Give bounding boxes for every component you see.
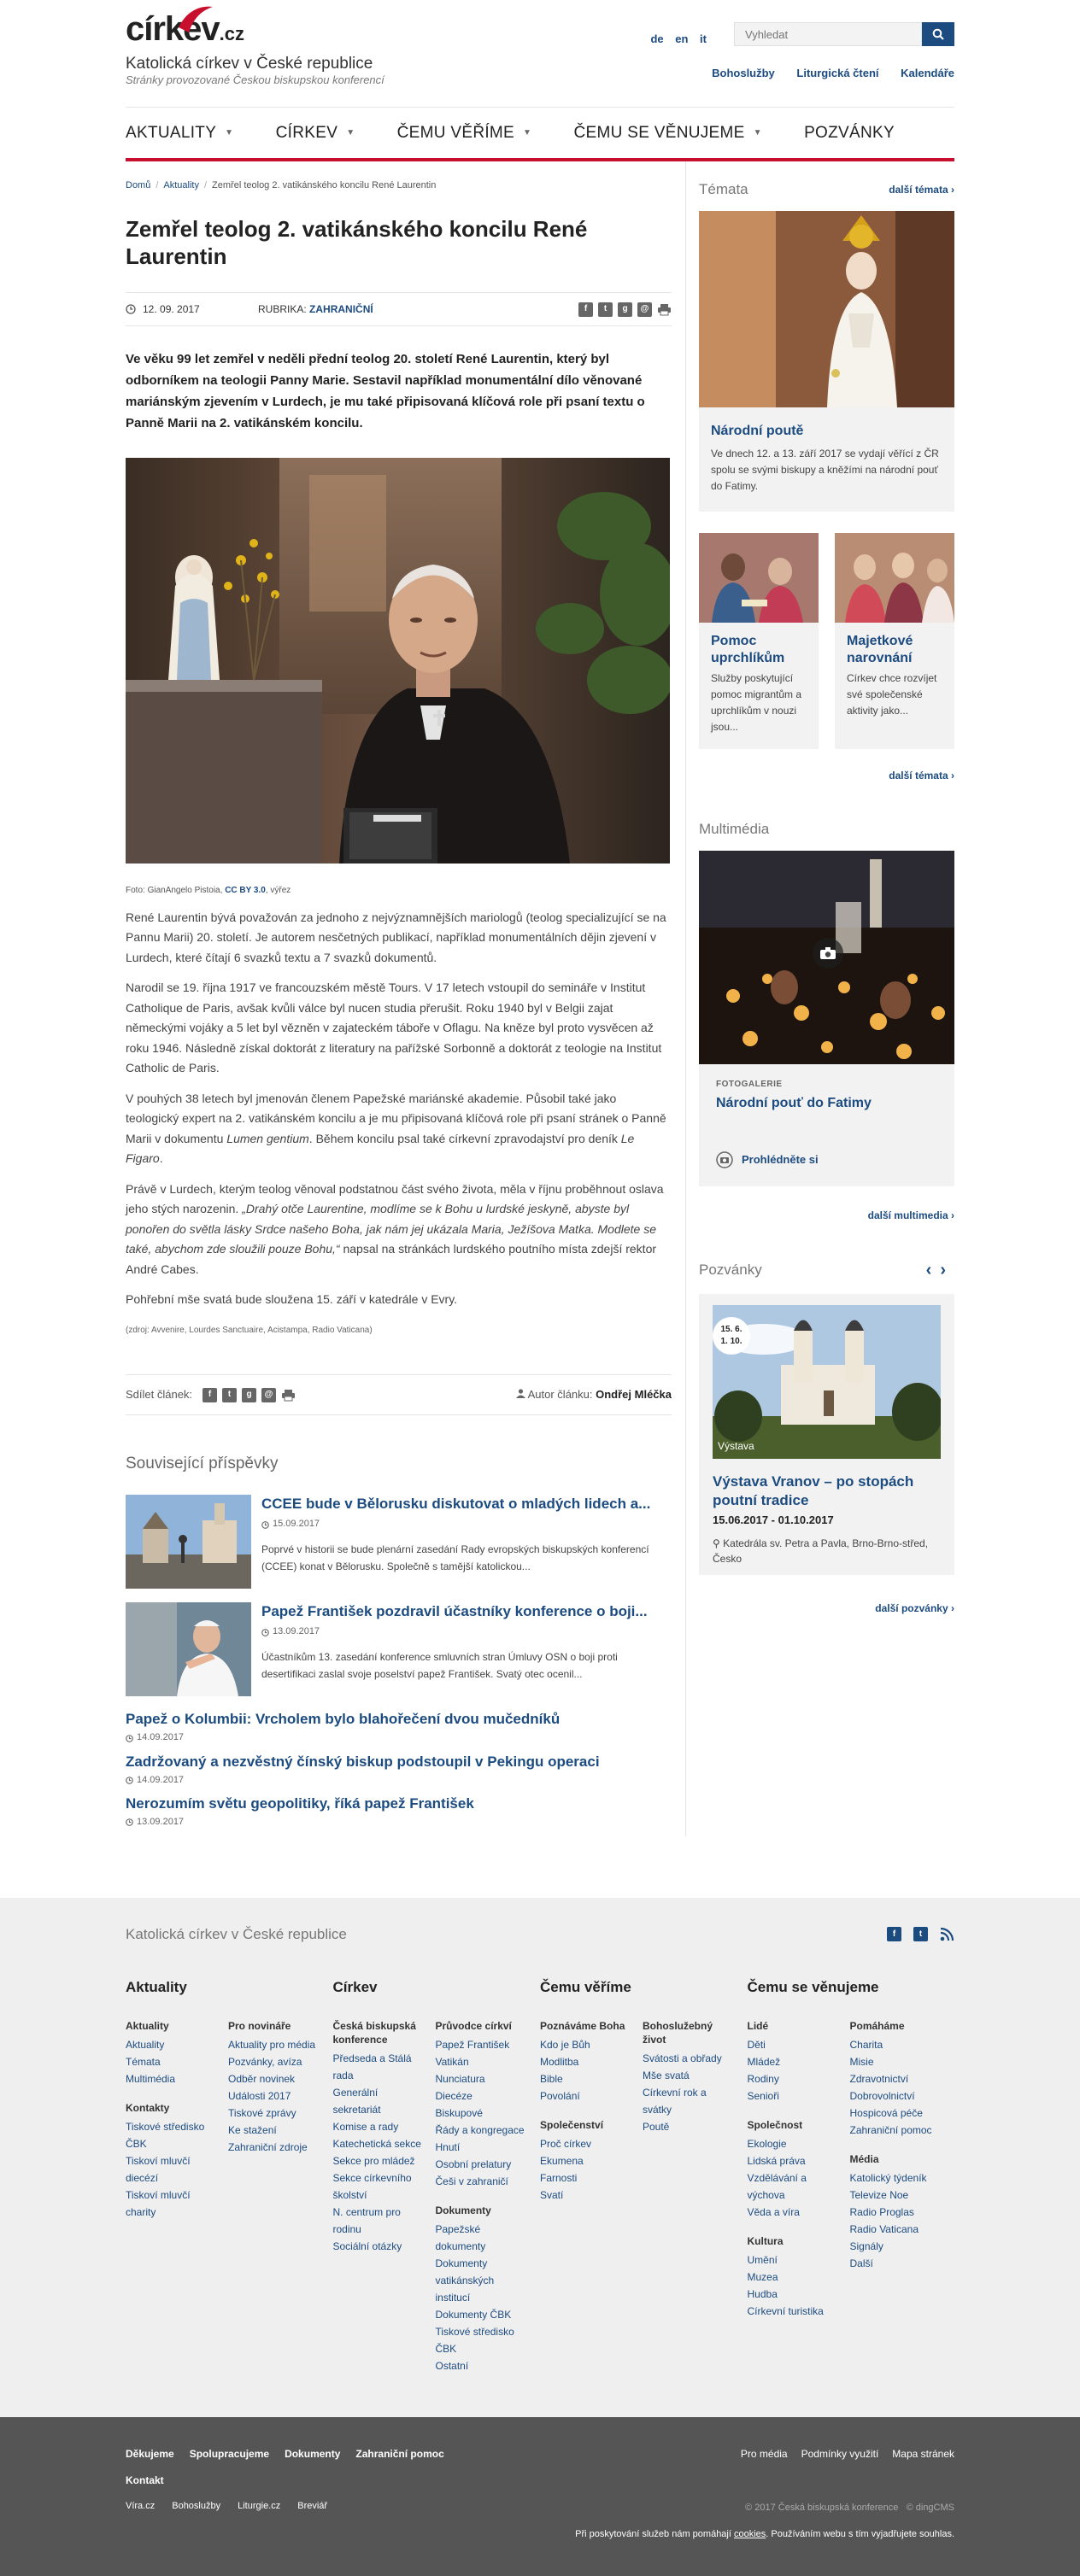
footer-link[interactable]: Ke stažení bbox=[228, 2124, 277, 2137]
footer-link[interactable]: Papežské dokumenty bbox=[435, 2223, 486, 2253]
multimedia-more-link[interactable]: další multimedia › bbox=[867, 1209, 954, 1221]
related-heading: Související příspěvky bbox=[126, 1455, 279, 1473]
top-links bbox=[693, 65, 954, 82]
footer-section-title[interactable]: Aktuality bbox=[126, 2020, 169, 2033]
footer-link[interactable]: Mládež bbox=[747, 2056, 781, 2069]
footer-link[interactable]: Dokumenty vatikánských institucí bbox=[435, 2257, 495, 2304]
footer-link[interactable]: Ekologie bbox=[747, 2138, 787, 2151]
event-dates: 15.06.2017 - 01.10.2017 bbox=[713, 1513, 834, 1527]
bottom-link[interactable]: Bohoslužby bbox=[172, 2500, 221, 2511]
body-paragraph: René Laurentin bývá považován za jednoho z nejvýznamnějších mariologů (teolog specializující se na Pannu Marii) 20. století. Je autorem nesčetných publikací, například monumentálních dějin zjevení v Lurdech, které čítají 6 svazků textu a 7 svazků dokumentů. bbox=[126, 910, 666, 964]
bottom-bar bbox=[0, 2417, 1080, 2575]
footer-subcolumn bbox=[643, 2019, 745, 2204]
footer-link[interactable]: Děti bbox=[747, 2039, 766, 2052]
search-button[interactable] bbox=[922, 22, 954, 46]
event-card[interactable] bbox=[699, 1294, 954, 1575]
related-excerpt: Poprvé v historii se bude plenární zasedání Rady evropských biskupských konferencí (CCEE) konat v Bělorusku. Společně s tamější katolickou... bbox=[261, 1543, 649, 1572]
clock-icon bbox=[126, 1818, 133, 1826]
body-paragraph: V pouhých 38 letech byl jmenován členem Papežské mariánské akademie. Působil také jako teologický expert na 2. vatikánském koncilu a je mu připisovaná klíčová role při psaní stránek o Panně Marii v dokumentu Lumen gentium. Během koncilu psal také církevní zpravodajství pro deník Le Figaro. bbox=[126, 1091, 666, 1166]
footer-columns bbox=[126, 1976, 954, 2374]
footer-link[interactable]: Odběr novinek bbox=[228, 2073, 296, 2086]
chevron-right-icon: › bbox=[951, 770, 954, 782]
bottom-link[interactable]: Liturgie.cz bbox=[238, 2500, 281, 2511]
footer-link[interactable]: Tiskoví mluvčí diecézí bbox=[126, 2155, 191, 2185]
footer-social bbox=[887, 1927, 954, 1941]
related-title[interactable]: CCEE bude v Bělorusku diskutovat o mladých lidech a... bbox=[261, 1496, 651, 1513]
footer-link[interactable]: Události 2017 bbox=[228, 2090, 291, 2103]
footer-group-title[interactable]: Čemu se věnujeme bbox=[747, 1978, 879, 1995]
topics-more-link[interactable]: další témata › bbox=[889, 183, 954, 196]
article-rubric: RUBRIKA: ZAHRANIČNÍ bbox=[258, 302, 373, 315]
logo-line2: Stránky provozované Českou biskupskou konferencí bbox=[126, 73, 384, 86]
topic-image bbox=[835, 533, 954, 623]
footer-link[interactable]: Věda a víra bbox=[747, 2206, 800, 2219]
footer-link[interactable]: Lidská práva bbox=[747, 2155, 806, 2168]
chevron-right-icon: › bbox=[951, 183, 954, 196]
photo-caption: Foto: GianAngelo Pistoia, CC BY 3.0, výřez bbox=[126, 886, 291, 896]
camera-circle-icon bbox=[716, 1151, 733, 1168]
footer-link[interactable]: Sociální otázky bbox=[332, 2240, 402, 2253]
footer-link[interactable]: Sekce pro mládež bbox=[332, 2155, 415, 2168]
facebook-icon[interactable]: f bbox=[887, 1927, 901, 1941]
event-title: Výstava Vranov – po stopách poutní tradice bbox=[713, 1473, 914, 1509]
multimedia-type: FOTOGALERIE bbox=[716, 1080, 783, 1090]
twitter-icon[interactable]: t bbox=[913, 1927, 928, 1941]
footer-link[interactable]: Radio Vaticana bbox=[849, 2223, 919, 2236]
footer-section-title[interactable]: Média bbox=[849, 2153, 879, 2166]
footer-link[interactable]: Komise a rady bbox=[332, 2121, 399, 2134]
facebook-icon[interactable]: f bbox=[578, 302, 593, 317]
footer-link[interactable]: Hudba bbox=[747, 2288, 778, 2301]
footer-section-title[interactable]: Průvodce církví bbox=[435, 2020, 512, 2033]
related-item bbox=[126, 1602, 672, 1696]
footer-section-title[interactable]: Kultura bbox=[747, 2235, 784, 2248]
footer-link[interactable]: Tiskové středisko ČBK bbox=[435, 2326, 514, 2356]
article-source: (zdroj: Avvenire, Lourdes Sanctuaire, Acistampa, Radio Vaticana) bbox=[126, 1325, 373, 1335]
footer-link[interactable]: Předseda a Stálá rada bbox=[332, 2052, 412, 2082]
map-pin-icon: ⚲ bbox=[713, 1537, 720, 1550]
footer-link[interactable]: Hospicová péče bbox=[849, 2107, 923, 2120]
breadcrumb-aktuality[interactable]: Aktuality bbox=[163, 180, 199, 190]
footer-link[interactable]: Katolický týdeník bbox=[849, 2172, 927, 2185]
bottom-link[interactable]: Pro média bbox=[740, 2448, 788, 2461]
clock-icon bbox=[261, 1521, 269, 1529]
event-tag: Výstava bbox=[718, 1439, 754, 1452]
article-date: 12. 09. 2017 bbox=[126, 302, 258, 318]
footer-link[interactable]: Hnutí bbox=[435, 2141, 461, 2154]
footer-link[interactable]: Senioři bbox=[747, 2090, 779, 2103]
topic-image bbox=[699, 533, 819, 623]
refugees-photo bbox=[699, 533, 819, 623]
footer-link[interactable]: Dokumenty ČBK bbox=[435, 2309, 512, 2321]
footer-link[interactable]: Katechetická sekce bbox=[332, 2138, 421, 2151]
related-title[interactable]: Zadržovaný a nezvěstný čínský biskup podstoupil v Pekingu operaci bbox=[126, 1753, 600, 1770]
footer-subcolumn bbox=[850, 2019, 953, 2320]
article-title: Zemřel teolog 2. vatikánského koncilu René Laurentin bbox=[126, 216, 588, 270]
footer-link[interactable]: Tiskové středisko ČBK bbox=[126, 2121, 205, 2151]
footer-link[interactable]: Ekumena bbox=[540, 2155, 584, 2168]
bottom-link[interactable]: Spolupracujeme bbox=[189, 2448, 270, 2461]
camera-icon[interactable] bbox=[813, 938, 843, 969]
footer-subcolumn bbox=[748, 2019, 850, 2320]
footer-link[interactable]: Aktuality pro média bbox=[228, 2039, 316, 2052]
footer-link[interactable]: Multimédia bbox=[126, 2073, 176, 2086]
related-date: 13.09.2017 bbox=[261, 1625, 672, 1639]
multimedia-image bbox=[699, 851, 954, 1064]
footer-link[interactable]: Generální sekretariát bbox=[332, 2087, 381, 2116]
footer-link[interactable]: Aktuality bbox=[126, 2039, 165, 2052]
footer-link[interactable]: Osobní prelatury bbox=[435, 2158, 512, 2171]
footer-link[interactable]: Poutě bbox=[643, 2121, 670, 2134]
breadcrumb-home[interactable]: Domů bbox=[126, 180, 151, 190]
chevron-right-icon: › bbox=[951, 1602, 954, 1615]
multimedia-heading: Multimédia bbox=[699, 820, 770, 837]
footer-group bbox=[333, 1976, 541, 2374]
footer-org: Katolická církev v České republice bbox=[126, 1925, 347, 1942]
bottom-link[interactable]: Dokumenty bbox=[285, 2448, 341, 2461]
email-icon[interactable]: @ bbox=[637, 302, 652, 317]
topic-image bbox=[699, 211, 954, 407]
footer-section-title[interactable]: Bohoslužebný život bbox=[643, 2020, 713, 2046]
invitations-more-link[interactable]: další pozvánky › bbox=[875, 1602, 954, 1615]
facebook-icon[interactable]: f bbox=[202, 1388, 217, 1402]
logo-mark bbox=[126, 12, 244, 51]
topics-more-bottom-link[interactable]: další témata › bbox=[889, 770, 954, 782]
print-icon[interactable] bbox=[281, 1388, 296, 1402]
copyright: © 2017 Česká biskupská konference © dingCMS bbox=[745, 2502, 954, 2513]
footer-link[interactable]: Církevní rok a svátky bbox=[643, 2087, 707, 2116]
footer-link[interactable]: N. centrum pro rodinu bbox=[332, 2206, 401, 2236]
related-title[interactable]: Papež o Kolumbii: Vrcholem bylo blahořečení dvou mučedníků bbox=[126, 1711, 561, 1728]
footer-link[interactable]: Charita bbox=[849, 2039, 883, 2052]
license-link[interactable]: CC BY 3.0 bbox=[225, 886, 266, 896]
lang-en[interactable]: en bbox=[675, 32, 689, 45]
topic-desc: Služby poskytující pomoc migrantům a uprchlíkům v nouzi jsou... bbox=[711, 672, 802, 734]
search-input[interactable] bbox=[734, 22, 922, 46]
footer-section-title[interactable]: Společnost bbox=[747, 2119, 803, 2132]
related-thumb[interactable] bbox=[126, 1602, 251, 1696]
footer-link[interactable]: Proč církev bbox=[540, 2138, 592, 2151]
article-perex: Ve věku 99 let zemřel v neděli přední teolog 20. století René Laurentin, který byl odborníkem na teologii Panny Marie. Sestavil například monumentální dílo věnované mariánským zjevením v Lurdech, je mu také připisovaná klíčová role při psaní textu o Panně Marii na 2. vatikánském koncilu. bbox=[126, 352, 645, 431]
chevron-down-icon: ▼ bbox=[523, 127, 532, 138]
bottom-link[interactable]: Breviář bbox=[297, 2500, 328, 2511]
body-paragraph: Narodil se 19. října 1917 ve francouzském městě Tours. V 17 letech vstoupil do semináře v Institut Catholique de Paris, avšak kvůli válce byl nucen studia přerušit. Roku 1940 byl v Belgii zajat německými vojáky a 5 let byl vězněn v zajateckém táboře v Oflagu. Na kněze byl proto vysvěcen až roku 1946. Následně získal doktorát z literatury na pařížské Sorbonně a doktorát z teologie na Institut Catholic de Paris. bbox=[126, 981, 662, 1075]
user-icon bbox=[516, 1389, 525, 1398]
footer-section-title[interactable]: Společenství bbox=[540, 2119, 604, 2132]
article-body bbox=[126, 908, 672, 1341]
related-date: 15.09.2017 bbox=[261, 1517, 672, 1531]
main-nav bbox=[126, 107, 954, 161]
town-square-photo bbox=[126, 1495, 251, 1589]
footer-subcolumn bbox=[228, 2019, 331, 2221]
camera-glyph bbox=[820, 947, 836, 959]
footer-link[interactable]: Radio Proglas bbox=[849, 2206, 914, 2219]
footer-header bbox=[126, 1923, 954, 1946]
topic-card-property[interactable] bbox=[835, 533, 954, 749]
event-date-badge: 15. 6. 1. 10. bbox=[713, 1317, 750, 1355]
next-arrow-icon[interactable]: › bbox=[940, 1261, 954, 1280]
prev-arrow-icon[interactable]: ‹ bbox=[925, 1261, 941, 1280]
event-image bbox=[713, 1305, 941, 1459]
lang-de[interactable]: de bbox=[650, 32, 664, 45]
footer-link[interactable]: Církevní turistika bbox=[747, 2305, 824, 2318]
bottom-link[interactable]: Kontakt bbox=[126, 2474, 164, 2486]
site-logo[interactable] bbox=[126, 12, 384, 87]
related-title[interactable]: Nerozumím světu geopolitiky, říká papež František bbox=[126, 1794, 474, 1812]
related-item bbox=[126, 1710, 672, 1745]
google-plus-icon[interactable]: g bbox=[242, 1388, 256, 1402]
footer-link[interactable]: Bible bbox=[540, 2073, 563, 2086]
clock-icon bbox=[261, 1629, 269, 1636]
footer-link[interactable]: Svatí bbox=[540, 2189, 564, 2202]
body-paragraph: Pohřební mše svatá bude sloužena 15. září v katedrále v Evry. bbox=[126, 1292, 458, 1307]
footer-link[interactable]: Zdravotnictví bbox=[849, 2073, 909, 2086]
footer-section-title[interactable]: Pomáháme bbox=[849, 2020, 905, 2033]
article-meta bbox=[126, 292, 672, 326]
topics-header bbox=[699, 179, 954, 201]
article-photo[interactable] bbox=[126, 458, 670, 864]
footer-group bbox=[748, 1976, 955, 2374]
article-footer bbox=[126, 1374, 672, 1415]
cookie-notice: Při poskytování služeb nám pomáhají cookies. Používáním webu s tím vyjadřujete souhlas. bbox=[575, 2528, 954, 2539]
footer-section-title[interactable]: Pro novináře bbox=[228, 2020, 291, 2033]
footer-link[interactable]: Zahraniční pomoc bbox=[849, 2124, 932, 2137]
related-date: 14.09.2017 bbox=[126, 1773, 672, 1788]
nav-item-cemu-verime[interactable]: ČEMU VĚŘÍME ▼ bbox=[396, 123, 532, 142]
footer-link[interactable]: Svátosti a obřady bbox=[643, 2052, 722, 2065]
footer-link[interactable]: Dobrovolnictví bbox=[849, 2090, 915, 2103]
footer-link[interactable]: Kdo je Bůh bbox=[540, 2039, 590, 2052]
footer-link[interactable]: Rodiny bbox=[747, 2073, 779, 2086]
footer-link[interactable]: Papež František bbox=[435, 2039, 510, 2052]
carousel-controls bbox=[926, 1257, 954, 1284]
footer-link[interactable]: Diecéze bbox=[435, 2090, 472, 2103]
related-item bbox=[126, 1794, 672, 1830]
clock-icon bbox=[126, 1777, 133, 1784]
group-photo bbox=[835, 533, 954, 623]
topics-heading: Témata bbox=[699, 181, 748, 197]
toplink-kalendare[interactable]: Kalendáře bbox=[901, 67, 954, 79]
share-label: Sdílet článek: bbox=[126, 1387, 193, 1401]
google-plus-icon[interactable]: g bbox=[618, 302, 632, 317]
footer-link[interactable]: Sekce církevního školství bbox=[332, 2172, 412, 2202]
sidebar bbox=[685, 161, 954, 1836]
invitations-header bbox=[699, 1257, 954, 1284]
nav-item-cirkev[interactable]: CÍRKEV ▼ bbox=[275, 123, 355, 142]
bottom-small-links bbox=[126, 2499, 344, 2542]
topic-cards-small bbox=[699, 533, 954, 749]
body-paragraph: Právě v Lurdech, kterým teolog věnoval podstatnou část svého života, měla v říjnu proběhnout oslava jeho stých narozenin. „Drahý otče Laurentine, modlíme se k Bohu u lurdské jeskyně, abyste byl ponořen do světla lásky Srdce našeho Boha, jak nám jej ukázala Maria, Ježíšova Matka. Modlete se také, abychom zde sloužili pouze Bohu,“ napsal na stránkách lurdského poutního místa zdejší rektor André Cabes. bbox=[126, 1181, 664, 1276]
footer-group-title[interactable]: Čemu věříme bbox=[540, 1978, 631, 1995]
toplink-bohosluzby[interactable]: Bohoslužby bbox=[712, 67, 775, 79]
topic-title: Národní poutě bbox=[711, 424, 804, 439]
related-thumb[interactable] bbox=[126, 1495, 251, 1589]
multimedia-title: Národní pouť do Fatimy bbox=[716, 1095, 872, 1110]
topic-card-main[interactable] bbox=[699, 211, 954, 512]
portrait-photo bbox=[126, 458, 670, 864]
footer-link[interactable]: Mše svatá bbox=[643, 2070, 690, 2082]
bottom-main-links bbox=[126, 2446, 460, 2488]
lang-it[interactable]: it bbox=[700, 32, 707, 45]
footer-subcolumn bbox=[333, 2019, 436, 2374]
email-icon[interactable]: @ bbox=[261, 1388, 276, 1402]
toplink-liturgicka-cteni[interactable]: Liturgická čtení bbox=[796, 67, 879, 79]
footer-link[interactable]: Řády a kongregace bbox=[435, 2124, 525, 2137]
logo-tld: .cz bbox=[219, 23, 245, 44]
topic-desc: Ve dnech 12. a 13. září 2017 se vydají věřící z ČR spolu se svými biskupy a kněžími na národní pouť do Fatimy. bbox=[711, 448, 939, 493]
topic-desc: Církev chce rozvíjet své společenské aktivity jako... bbox=[847, 672, 937, 717]
bottom-link[interactable]: Víra.cz bbox=[126, 2500, 156, 2511]
topic-card-refugees[interactable] bbox=[699, 533, 819, 749]
related-date: 13.09.2017 bbox=[126, 1815, 672, 1830]
site-header bbox=[126, 0, 954, 107]
fatima-statue-photo bbox=[699, 211, 954, 407]
rubric-link[interactable]: ZAHRANIČNÍ bbox=[309, 302, 373, 315]
bottom-link[interactable]: Mapa stránek bbox=[892, 2448, 954, 2461]
footer-link[interactable]: Umění bbox=[747, 2254, 778, 2267]
chevron-down-icon: ▼ bbox=[346, 127, 355, 138]
footer-section-title[interactable]: Česká biskupská konference bbox=[332, 2020, 416, 2046]
related-excerpt: Účastníkům 13. zasedání konference smluvních stran Úmluvy OSN o boji proti desertifikaci zaslal svoje poselství papež František. Svatý otec ocenil... bbox=[261, 1650, 618, 1680]
footer-link[interactable]: Témata bbox=[126, 2056, 161, 2069]
share-icons-top bbox=[578, 302, 672, 317]
logo-line1: Katolická církev v České republice bbox=[126, 55, 373, 73]
footer-link[interactable]: Vatikán bbox=[435, 2056, 469, 2069]
article-author: Autor článku: Ondřej Mléčka bbox=[516, 1386, 672, 1403]
footer-link[interactable]: Modlitba bbox=[540, 2056, 579, 2069]
search-form bbox=[734, 22, 954, 46]
topic-title: Majetkové narovnání bbox=[847, 634, 913, 666]
footer-group-title[interactable]: Aktuality bbox=[126, 1978, 187, 1995]
footer-link[interactable]: Misie bbox=[849, 2056, 874, 2069]
print-icon[interactable] bbox=[657, 302, 672, 317]
rss-icon[interactable] bbox=[940, 1927, 954, 1941]
footer-subcolumn bbox=[540, 2019, 643, 2204]
footer-subcolumn bbox=[436, 2019, 538, 2374]
footer-section-title[interactable]: Poznáváme Boha bbox=[540, 2020, 625, 2033]
breadcrumb: Domů / Aktuality / Zemřel teolog 2. vatikánského koncilu René Laurentin bbox=[126, 180, 437, 190]
multimedia-header bbox=[699, 818, 954, 840]
related-date: 14.09.2017 bbox=[126, 1730, 672, 1745]
bottom-right-links bbox=[727, 2446, 954, 2488]
clock-icon bbox=[126, 1735, 133, 1742]
topic-title: Pomoc uprchlíkům bbox=[711, 634, 785, 666]
event-place: ⚲ Katedrála sv. Petra a Pavla, Brno-Brno-střed, Česko bbox=[713, 1537, 929, 1566]
footer-link[interactable]: Zahraniční zdroje bbox=[228, 2141, 308, 2154]
chevron-right-icon: › bbox=[951, 1209, 954, 1221]
footer-link[interactable]: Nunciatura bbox=[435, 2073, 485, 2086]
nav-item-cemu-se-venujeme[interactable]: ČEMU SE VĚNUJEME ▼ bbox=[573, 123, 762, 142]
bottom-link[interactable]: Děkujeme bbox=[126, 2448, 174, 2461]
twitter-icon[interactable]: t bbox=[598, 302, 613, 317]
footer-link[interactable]: Biskupové bbox=[435, 2107, 483, 2120]
chevron-down-icon: ▼ bbox=[753, 127, 762, 138]
footer-link[interactable]: Televize Noe bbox=[849, 2189, 909, 2202]
footer-link[interactable]: Tiskoví mluvčí charity bbox=[126, 2189, 191, 2219]
footer-link[interactable]: Ostatní bbox=[435, 2360, 469, 2373]
nav-item-pozvanky[interactable]: POZVÁNKY bbox=[804, 123, 895, 142]
footer-link[interactable]: Češi v zahraničí bbox=[435, 2175, 508, 2188]
footer-link[interactable]: Další bbox=[849, 2257, 873, 2270]
footer-link[interactable]: Farnosti bbox=[540, 2172, 578, 2185]
footer-link[interactable]: Pozvánky, avíza bbox=[228, 2056, 302, 2069]
footer-link[interactable]: Tiskové zprávy bbox=[228, 2107, 296, 2120]
footer-group bbox=[126, 1976, 333, 2374]
footer-link[interactable]: Povolání bbox=[540, 2090, 580, 2103]
footer-section-title[interactable]: Lidé bbox=[747, 2020, 769, 2033]
bottom-link[interactable]: Podmínky využití bbox=[801, 2448, 879, 2461]
multimedia-view-link[interactable]: Prohlédněte si bbox=[699, 1117, 954, 1186]
clock-icon bbox=[126, 304, 136, 314]
nav-item-aktuality[interactable]: AKTUALITY ▼ bbox=[126, 123, 234, 142]
breadcrumb-current: Zemřel teolog 2. vatikánského koncilu René Laurentin bbox=[212, 180, 437, 190]
site-footer bbox=[0, 1898, 1080, 2418]
language-switcher bbox=[642, 31, 707, 48]
footer-subcolumn bbox=[126, 2019, 228, 2221]
twitter-icon[interactable]: t bbox=[222, 1388, 237, 1402]
footer-link[interactable]: Vzdělávání a výchova bbox=[747, 2172, 807, 2202]
pope-photo bbox=[126, 1602, 251, 1696]
bottom-link[interactable]: Zahraniční pomoc bbox=[355, 2448, 444, 2461]
logo-word: církev bbox=[126, 10, 220, 48]
cookies-link[interactable]: cookies bbox=[733, 2528, 766, 2539]
footer-section-title[interactable]: Kontakty bbox=[126, 2102, 170, 2115]
logo-swoosh-icon bbox=[175, 2, 216, 36]
footer-link[interactable]: Muzea bbox=[747, 2271, 778, 2284]
footer-group bbox=[540, 1976, 748, 2374]
chevron-down-icon: ▼ bbox=[225, 127, 234, 138]
related-title[interactable]: Papež František pozdravil účastníky konference o boji... bbox=[261, 1603, 648, 1620]
footer-link[interactable]: Signály bbox=[849, 2240, 883, 2253]
main-column bbox=[126, 161, 685, 1836]
related-item bbox=[126, 1753, 672, 1788]
author-link[interactable]: Ondřej Mléčka bbox=[596, 1387, 672, 1401]
invitations-heading: Pozvánky bbox=[699, 1262, 762, 1279]
share-icons-bottom bbox=[202, 1388, 296, 1402]
related-item bbox=[126, 1495, 672, 1589]
footer-group-title[interactable]: Církev bbox=[332, 1978, 378, 1995]
search-icon bbox=[932, 28, 944, 40]
content-columns bbox=[126, 161, 954, 1836]
multimedia-card[interactable] bbox=[699, 851, 954, 1186]
footer-section-title[interactable]: Dokumenty bbox=[435, 2204, 491, 2217]
